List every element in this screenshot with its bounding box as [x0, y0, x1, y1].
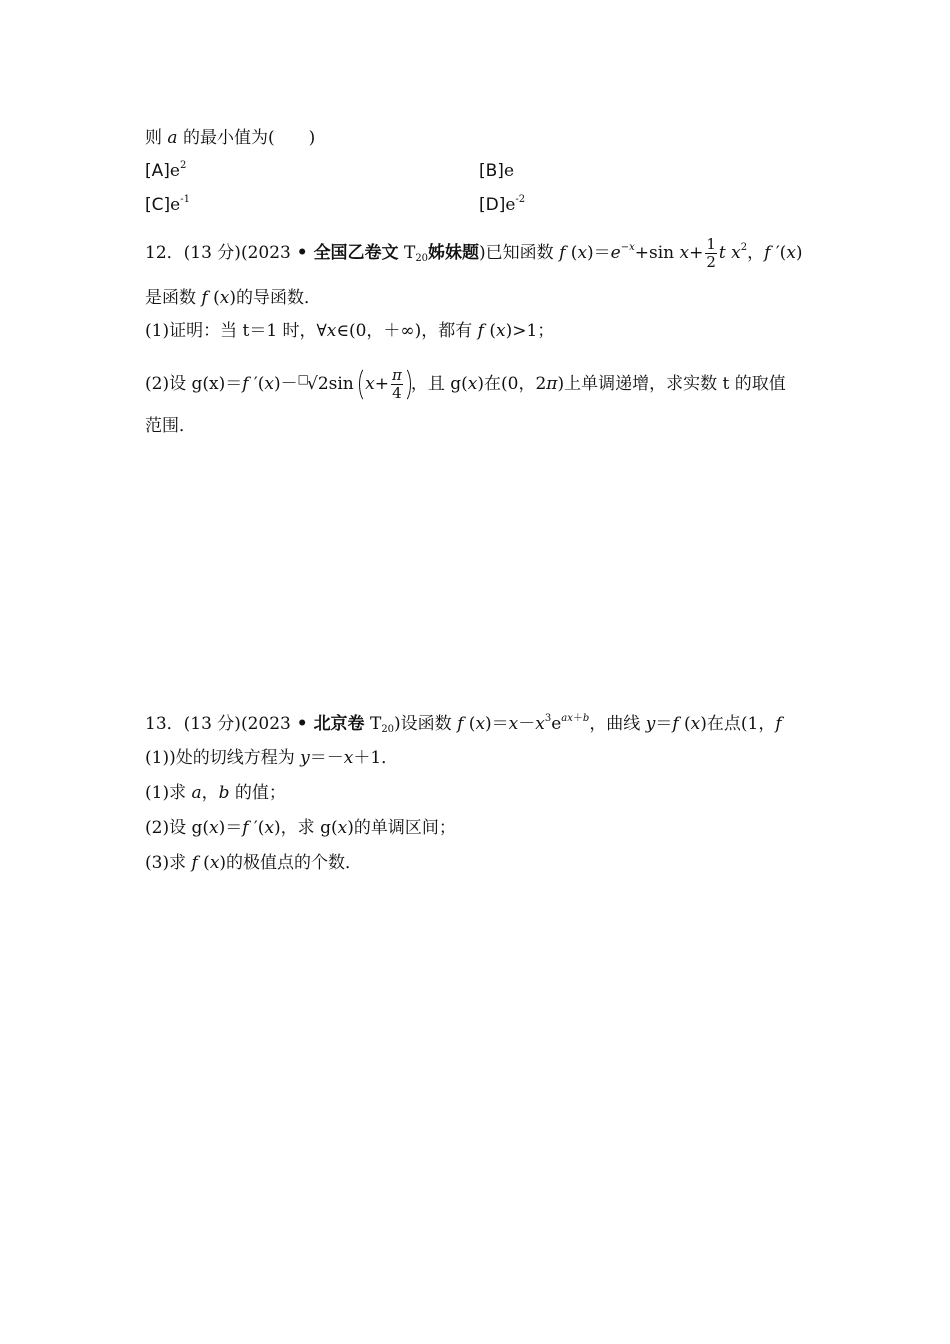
- option-d-value: $e^{-2}$: [505, 194, 526, 215]
- q13-source-tag: T: [369, 714, 382, 734]
- q13-part-2: (2)设 g(x)＝f ′(x)，求 g(x)的单调区间；: [145, 818, 456, 838]
- q13-line-2: (1))处的切线方程为 y＝－x＋1．: [145, 748, 399, 768]
- q13-points: (13 分): [183, 714, 241, 734]
- q13-part-1: (1)求 a，b 的值；: [145, 783, 286, 803]
- q12-source-tag: T: [403, 243, 416, 263]
- option-c[interactable]: [145, 193, 190, 217]
- q13-intro: )设函数: [394, 714, 452, 734]
- option-a-label: [A]: [145, 161, 170, 181]
- q12-line-2: 是函数 f (x)的导函数．: [145, 288, 321, 308]
- q12-part-2-cont: 范围．: [145, 416, 196, 436]
- q13-line-1: 13．(13 分)(2023 • 北京卷 $T_{20}$)设函数 f $(x)=x-x^3e^{ax+b}$，曲线 y＝f (x)在点(1，f: [145, 713, 782, 735]
- q13-number: 13．: [145, 714, 184, 734]
- option-c-label: [C]: [145, 195, 171, 215]
- q13-part-3: (3)求 f (x)的极值点的个数．: [145, 853, 363, 873]
- option-d[interactable]: [479, 193, 525, 217]
- half-fraction: $\frac{1}{2}$: [706, 235, 716, 271]
- q13-source-year: (2023: [240, 714, 291, 734]
- option-a[interactable]: [145, 159, 186, 183]
- q13-func-def: f $(x)=x-x^3e^{ax+b}$，曲线 y＝f (x)在点(1，f: [457, 713, 782, 734]
- q12-part-1: (1)证明：当 t＝1 时，∀x∈(0，＋∞)，都有 f (x)>1；: [145, 321, 555, 341]
- option-a-value: $e^2$: [169, 160, 187, 181]
- option-b[interactable]: [479, 159, 514, 183]
- paren-group: x+ $\frac{\pi}{4}$: [359, 366, 411, 403]
- q12-source-extra: 姊妹题: [428, 243, 480, 263]
- option-b-value: e: [503, 161, 514, 181]
- q12-part-2: (2)设 g(x)＝f ′(x)－□√2sin x+ $\frac{\pi}{4}$ ，且 g(x)在(0，2π)上单调递增，求实数 t 的取值: [145, 366, 786, 402]
- q12-line-1: 12．(13 分)(2023 • 全国乙卷文 $T_{20}$姊妹题)已知函数 f $(x)=e^{-x}+\sin$ x+ $\frac{1}{2}$ t $x^2$，f ′(x): [145, 235, 803, 271]
- option-d-label: [D]: [479, 195, 506, 215]
- q12-points: (13 分): [183, 243, 241, 263]
- q12-source-name: 全国乙卷文: [313, 243, 399, 263]
- q12-number: 12．: [145, 243, 184, 263]
- q13-source-name: 北京卷: [313, 714, 365, 734]
- q12-source-year: (2023: [240, 243, 291, 263]
- option-c-value: $e^{-1}$: [170, 194, 190, 215]
- option-b-label: [B]: [479, 161, 504, 181]
- q13-source-sub: 20: [381, 724, 395, 735]
- q12-source-sub: 20: [415, 253, 429, 264]
- q12-func-def: f $(x)=e^{-x}+\sin$ x+ $\frac{1}{2}$ t $x^2$，f ′(x): [559, 235, 803, 271]
- q11-stem: 则 a 的最小值为( ): [145, 128, 316, 148]
- q12-intro: )已知函数: [479, 243, 554, 263]
